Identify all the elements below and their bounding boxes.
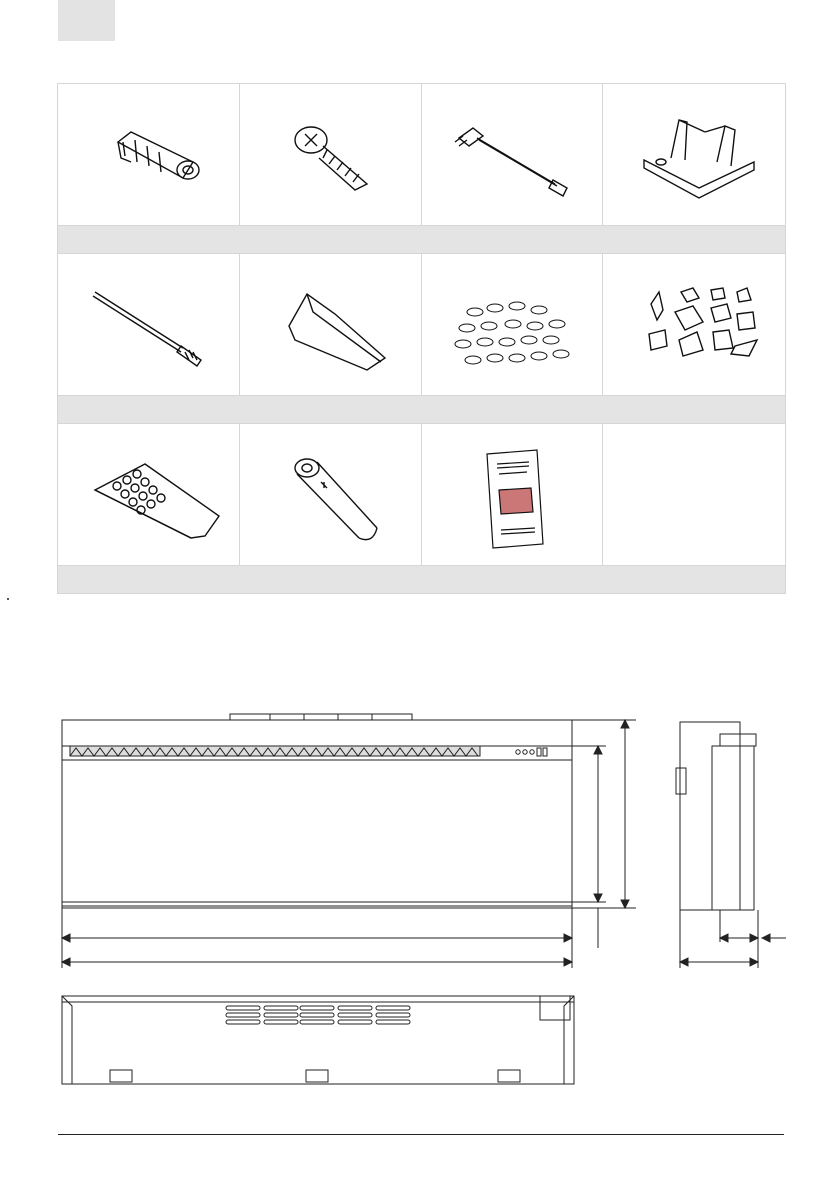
- parts-row-2: [58, 254, 785, 395]
- crystal-pebbles-icon: [437, 270, 587, 380]
- row-label-strip-1: [58, 225, 785, 254]
- battery-icon: [255, 440, 405, 550]
- section-tab: [58, 0, 115, 41]
- part-cell-remote: [58, 424, 240, 565]
- part-cell-power-cord: [422, 84, 604, 225]
- glove-icon: [255, 270, 405, 380]
- bottom-view-drawing: [50, 990, 590, 1085]
- front-glass-panel: [62, 746, 572, 906]
- margin-mark: [7, 598, 9, 600]
- parts-grid: [57, 83, 786, 594]
- screw-icon: [255, 100, 405, 210]
- parts-row-1: [58, 84, 785, 225]
- side-view-drawing: [676, 722, 786, 968]
- mounting-bracket-icon: [619, 100, 769, 210]
- part-cell-wall-plug: [58, 84, 240, 225]
- row-label-strip-2: [58, 395, 785, 424]
- part-cell-glove: [240, 254, 422, 395]
- part-cell-bracket: [603, 84, 785, 225]
- part-cell-brush: [58, 254, 240, 395]
- front-view-drawing: [62, 714, 636, 968]
- decorative-rocks-icon: [619, 270, 769, 380]
- row-label-strip-3: [58, 565, 785, 593]
- part-cell-empty: [603, 424, 785, 565]
- part-cell-battery: [240, 424, 422, 565]
- part-cell-screw: [240, 84, 422, 225]
- manual-booklet-icon: [437, 440, 587, 550]
- cleaning-brush-icon: [73, 270, 223, 380]
- part-cell-pebbles: [422, 254, 604, 395]
- remote-control-icon: [73, 440, 223, 550]
- wall-plug-icon: [73, 100, 223, 210]
- parts-row-3: [58, 424, 785, 565]
- dimension-drawings: [40, 712, 820, 992]
- power-cord-icon: [437, 100, 587, 210]
- footer-rule: [58, 1134, 784, 1135]
- part-cell-manual: [422, 424, 604, 565]
- part-cell-rocks: [603, 254, 785, 395]
